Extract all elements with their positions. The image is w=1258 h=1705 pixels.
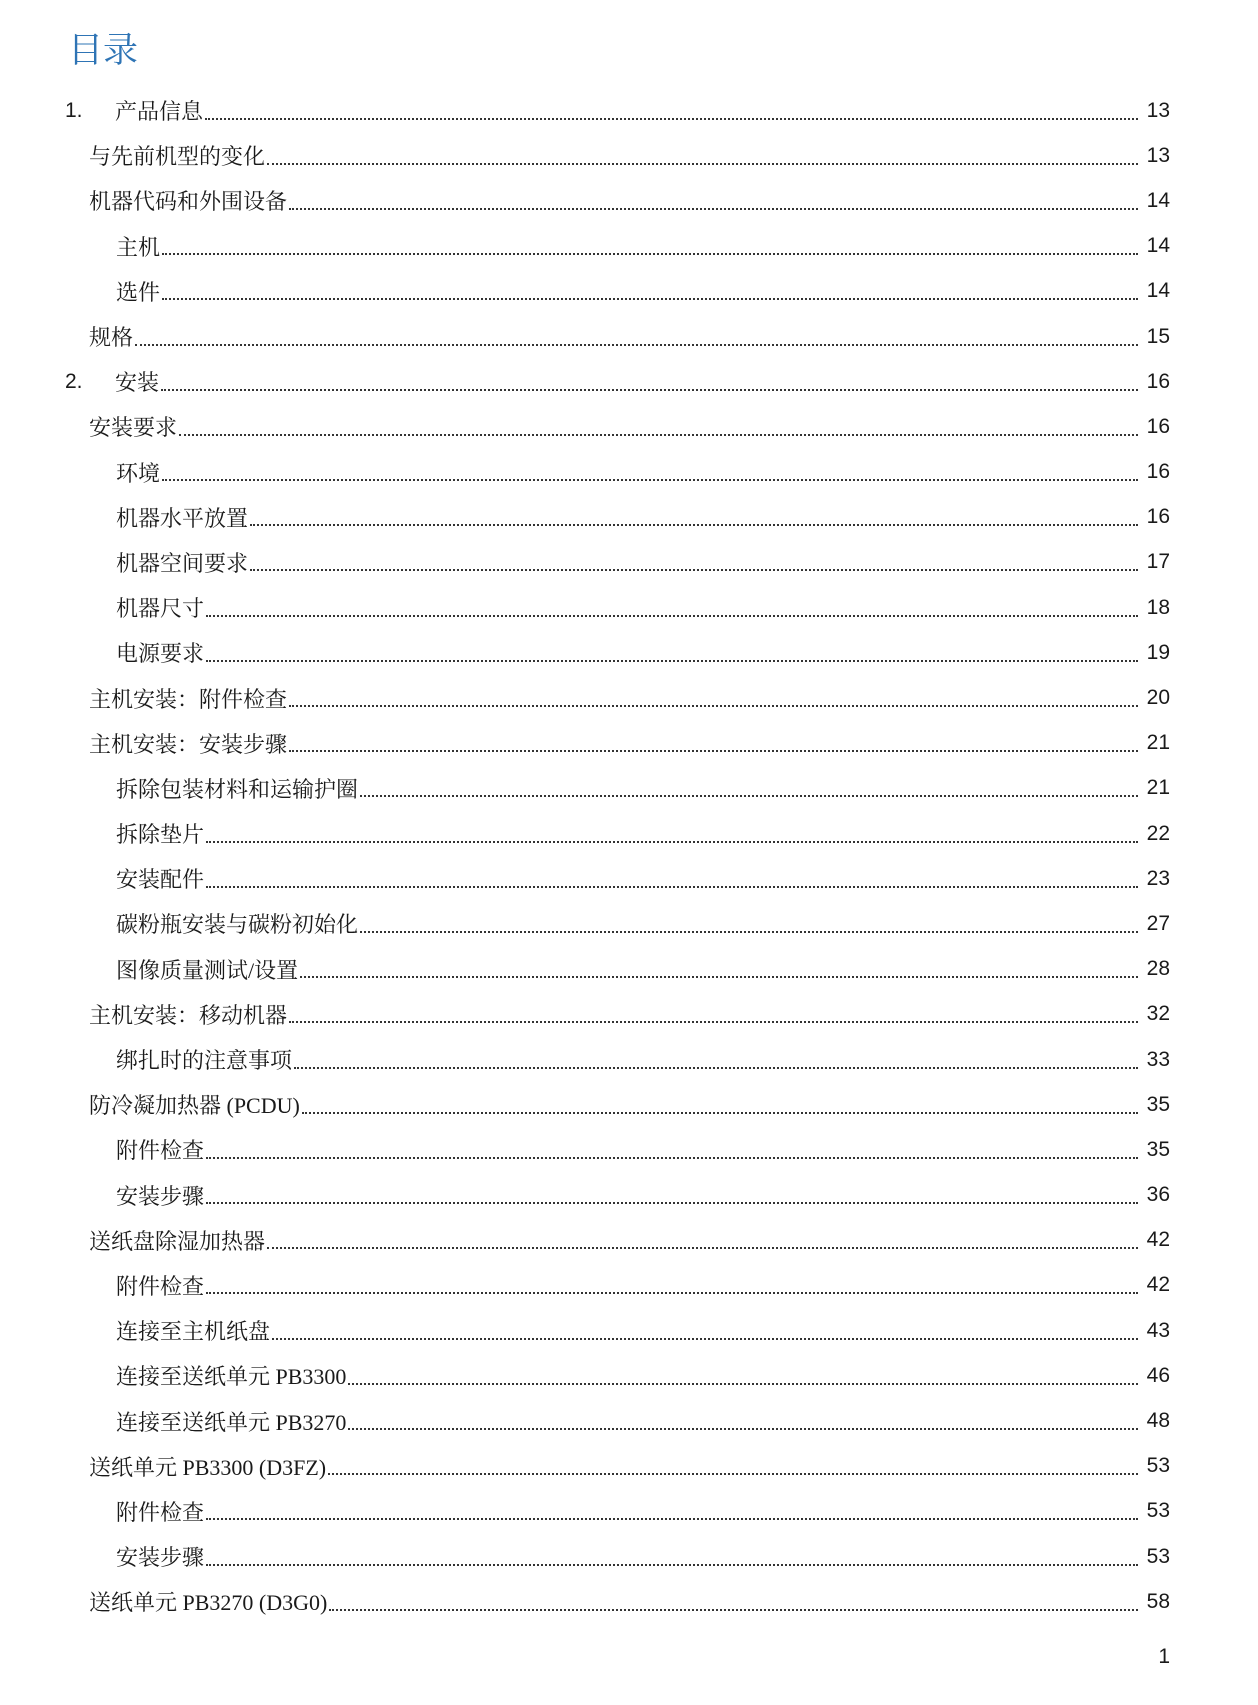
toc-entry-label: 与先前机型的变化 xyxy=(89,144,266,170)
toc-entry-label: 附件检查 xyxy=(116,1273,205,1299)
dot-leader xyxy=(267,1247,1138,1249)
dot-leader xyxy=(294,1067,1138,1069)
toc-entry-page: 42 xyxy=(1146,1228,1170,1252)
toc-entry-page: 22 xyxy=(1146,821,1170,845)
toc-entry-label: 拆除包装材料和运输护圈 xyxy=(116,776,359,802)
dot-leader xyxy=(205,118,1138,120)
toc-entry[interactable] xyxy=(0,1444,1258,1489)
toc-entry-page: 13 xyxy=(1146,98,1170,122)
dot-leader xyxy=(161,389,1138,391)
dot-leader xyxy=(162,253,1138,255)
dot-leader xyxy=(302,1112,1138,1114)
toc-entry-label: 规格 xyxy=(89,325,134,351)
toc-entry-page: 53 xyxy=(1146,1454,1170,1478)
toc-entry-label: 拆除垫片 xyxy=(116,822,205,848)
dot-leader xyxy=(206,1564,1138,1566)
toc-entry-page: 21 xyxy=(1146,776,1170,800)
toc-entry-page: 35 xyxy=(1146,1137,1170,1161)
toc-entry-label: 连接至主机纸盘 xyxy=(116,1319,271,1345)
toc-entry-label: 主机安装：安装步骤 xyxy=(89,731,288,757)
dot-leader xyxy=(250,569,1138,571)
toc-entry-label: 送纸盘除湿加热器 xyxy=(89,1228,266,1254)
dot-leader xyxy=(206,1518,1138,1520)
toc-entry-label: 机器水平放置 xyxy=(116,505,249,531)
toc-entry-label: 绑扎时的注意事项 xyxy=(116,1048,293,1074)
toc-entry[interactable] xyxy=(0,359,1258,404)
toc-entry-page: 42 xyxy=(1146,1273,1170,1297)
dot-leader xyxy=(206,1202,1138,1204)
toc-entry[interactable] xyxy=(0,630,1258,675)
toc-entry-page: 43 xyxy=(1146,1318,1170,1342)
toc-entry[interactable] xyxy=(0,1263,1258,1308)
dot-leader xyxy=(179,434,1138,436)
toc-entry-page: 28 xyxy=(1146,957,1170,981)
dot-leader xyxy=(360,795,1138,797)
toc-entry-page: 58 xyxy=(1146,1589,1170,1613)
toc-entry[interactable] xyxy=(0,495,1258,540)
toc-entry-label: 选件 xyxy=(116,279,161,305)
dot-leader xyxy=(135,344,1138,346)
toc-entry-label: 碳粉瓶安装与碳粉初始化 xyxy=(116,912,359,938)
toc-entry-label: 安装配件 xyxy=(116,867,205,893)
toc-entry-label: 安装要求 xyxy=(89,415,178,441)
dot-leader xyxy=(348,1383,1138,1385)
toc-entry-label: 安装 xyxy=(115,370,160,396)
toc-entry-page: 16 xyxy=(1146,414,1170,438)
toc-entry-page: 46 xyxy=(1146,1363,1170,1387)
dot-leader xyxy=(206,1157,1138,1159)
dot-leader xyxy=(289,705,1138,707)
toc-entry-label: 安装步骤 xyxy=(116,1545,205,1571)
toc-entry-label: 主机安装：附件检查 xyxy=(89,686,288,712)
toc-entry[interactable] xyxy=(0,992,1258,1037)
toc-entry[interactable] xyxy=(0,133,1258,178)
toc-entry[interactable] xyxy=(0,856,1258,901)
toc-entry[interactable] xyxy=(0,585,1258,630)
toc-entry-label: 连接至送纸单元 PB3270 xyxy=(116,1409,347,1435)
toc-entry-label: 机器尺寸 xyxy=(116,596,205,622)
toc-entry[interactable] xyxy=(0,1082,1258,1127)
toc-entry[interactable] xyxy=(0,450,1258,495)
toc-entry-page: 17 xyxy=(1146,550,1170,574)
toc-entry-label: 送纸单元 PB3270 (D3G0) xyxy=(89,1590,328,1616)
toc-entry[interactable] xyxy=(0,1218,1258,1263)
dot-leader xyxy=(250,524,1138,526)
toc-entry-number: 2. xyxy=(65,369,83,393)
toc-entry-page: 48 xyxy=(1146,1409,1170,1433)
toc-entry[interactable] xyxy=(0,1308,1258,1353)
toc-entry-page: 16 xyxy=(1146,460,1170,484)
toc-entry-page: 16 xyxy=(1146,505,1170,529)
toc-entry-label: 附件检查 xyxy=(116,1499,205,1525)
toc-entry-page: 18 xyxy=(1146,595,1170,619)
dot-leader xyxy=(348,1428,1138,1430)
toc-entry-label: 产品信息 xyxy=(115,99,204,125)
toc-entry[interactable] xyxy=(0,811,1258,856)
toc-entry-label: 电源要求 xyxy=(116,641,205,667)
toc-entry[interactable] xyxy=(0,1489,1258,1534)
dot-leader xyxy=(267,163,1138,165)
toc-entry-page: 20 xyxy=(1146,686,1170,710)
toc-entry[interactable] xyxy=(0,947,1258,992)
toc-entry-page: 14 xyxy=(1146,188,1170,212)
toc-entry[interactable] xyxy=(0,224,1258,269)
toc-entry-page: 15 xyxy=(1146,324,1170,348)
toc-entry-label: 主机 xyxy=(116,234,161,260)
toc-entry[interactable] xyxy=(0,1353,1258,1398)
toc-entry[interactable] xyxy=(0,675,1258,720)
toc-entry[interactable] xyxy=(0,901,1258,946)
toc-entry[interactable] xyxy=(0,178,1258,223)
toc-entry[interactable] xyxy=(0,269,1258,314)
toc-entry[interactable] xyxy=(0,314,1258,359)
toc-entry-page: 32 xyxy=(1146,1002,1170,1026)
dot-leader xyxy=(272,1338,1138,1340)
dot-leader xyxy=(289,1021,1138,1023)
toc-entry-label: 主机安装：移动机器 xyxy=(89,1002,288,1028)
toc-entry-label: 送纸单元 PB3300 (D3FZ) xyxy=(89,1454,327,1480)
toc-entry-label: 安装步骤 xyxy=(116,1183,205,1209)
toc-entry[interactable] xyxy=(0,721,1258,766)
toc-entry[interactable] xyxy=(0,1037,1258,1082)
toc-entry-page: 53 xyxy=(1146,1544,1170,1568)
dot-leader xyxy=(289,208,1138,210)
toc-entry-page: 21 xyxy=(1146,731,1170,755)
dot-leader xyxy=(162,298,1138,300)
toc-entry[interactable] xyxy=(0,1127,1258,1172)
toc-entry[interactable] xyxy=(0,1579,1258,1624)
dot-leader xyxy=(206,660,1138,662)
toc-entry-label: 环境 xyxy=(116,460,161,486)
toc-entry[interactable] xyxy=(0,404,1258,449)
toc-entry-label: 机器空间要求 xyxy=(116,550,249,576)
toc-entry-page: 14 xyxy=(1146,234,1170,258)
toc-entry-page: 19 xyxy=(1146,640,1170,664)
toc-entry[interactable] xyxy=(0,1173,1258,1218)
toc-entry[interactable] xyxy=(0,88,1258,133)
toc-entry-page: 14 xyxy=(1146,279,1170,303)
table-of-contents xyxy=(0,88,1258,1624)
toc-entry-label: 连接至送纸单元 PB3300 xyxy=(116,1364,347,1390)
dot-leader xyxy=(360,931,1138,933)
toc-entry-page: 35 xyxy=(1146,1092,1170,1116)
dot-leader xyxy=(206,886,1138,888)
dot-leader xyxy=(329,1609,1138,1611)
dot-leader xyxy=(162,479,1138,481)
toc-entry-page: 16 xyxy=(1146,369,1170,393)
dot-leader xyxy=(300,976,1138,978)
dot-leader xyxy=(206,615,1138,617)
dot-leader xyxy=(206,841,1138,843)
page-title: 目录 xyxy=(68,31,139,71)
toc-entry-label: 防冷凝加热器 (PCDU) xyxy=(89,1093,300,1119)
toc-entry-page: 53 xyxy=(1146,1499,1170,1523)
toc-entry-page: 33 xyxy=(1146,1047,1170,1071)
dot-leader xyxy=(289,750,1138,752)
toc-entry[interactable] xyxy=(0,766,1258,811)
toc-entry[interactable] xyxy=(0,1398,1258,1443)
toc-entry-page: 36 xyxy=(1146,1183,1170,1207)
toc-entry-label: 图像质量测试/设置 xyxy=(116,957,299,983)
toc-entry-page: 23 xyxy=(1146,866,1170,890)
toc-entry-label: 附件检查 xyxy=(116,1138,205,1164)
toc-entry[interactable] xyxy=(0,540,1258,585)
toc-entry[interactable] xyxy=(0,1534,1258,1579)
dot-leader xyxy=(206,1292,1138,1294)
toc-entry-number: 1. xyxy=(65,98,83,122)
toc-entry-page: 13 xyxy=(1146,143,1170,167)
dot-leader xyxy=(328,1473,1138,1475)
toc-entry-label: 机器代码和外围设备 xyxy=(89,189,288,215)
page-number: 1 xyxy=(1158,1645,1170,1668)
toc-entry-page: 27 xyxy=(1146,911,1170,935)
